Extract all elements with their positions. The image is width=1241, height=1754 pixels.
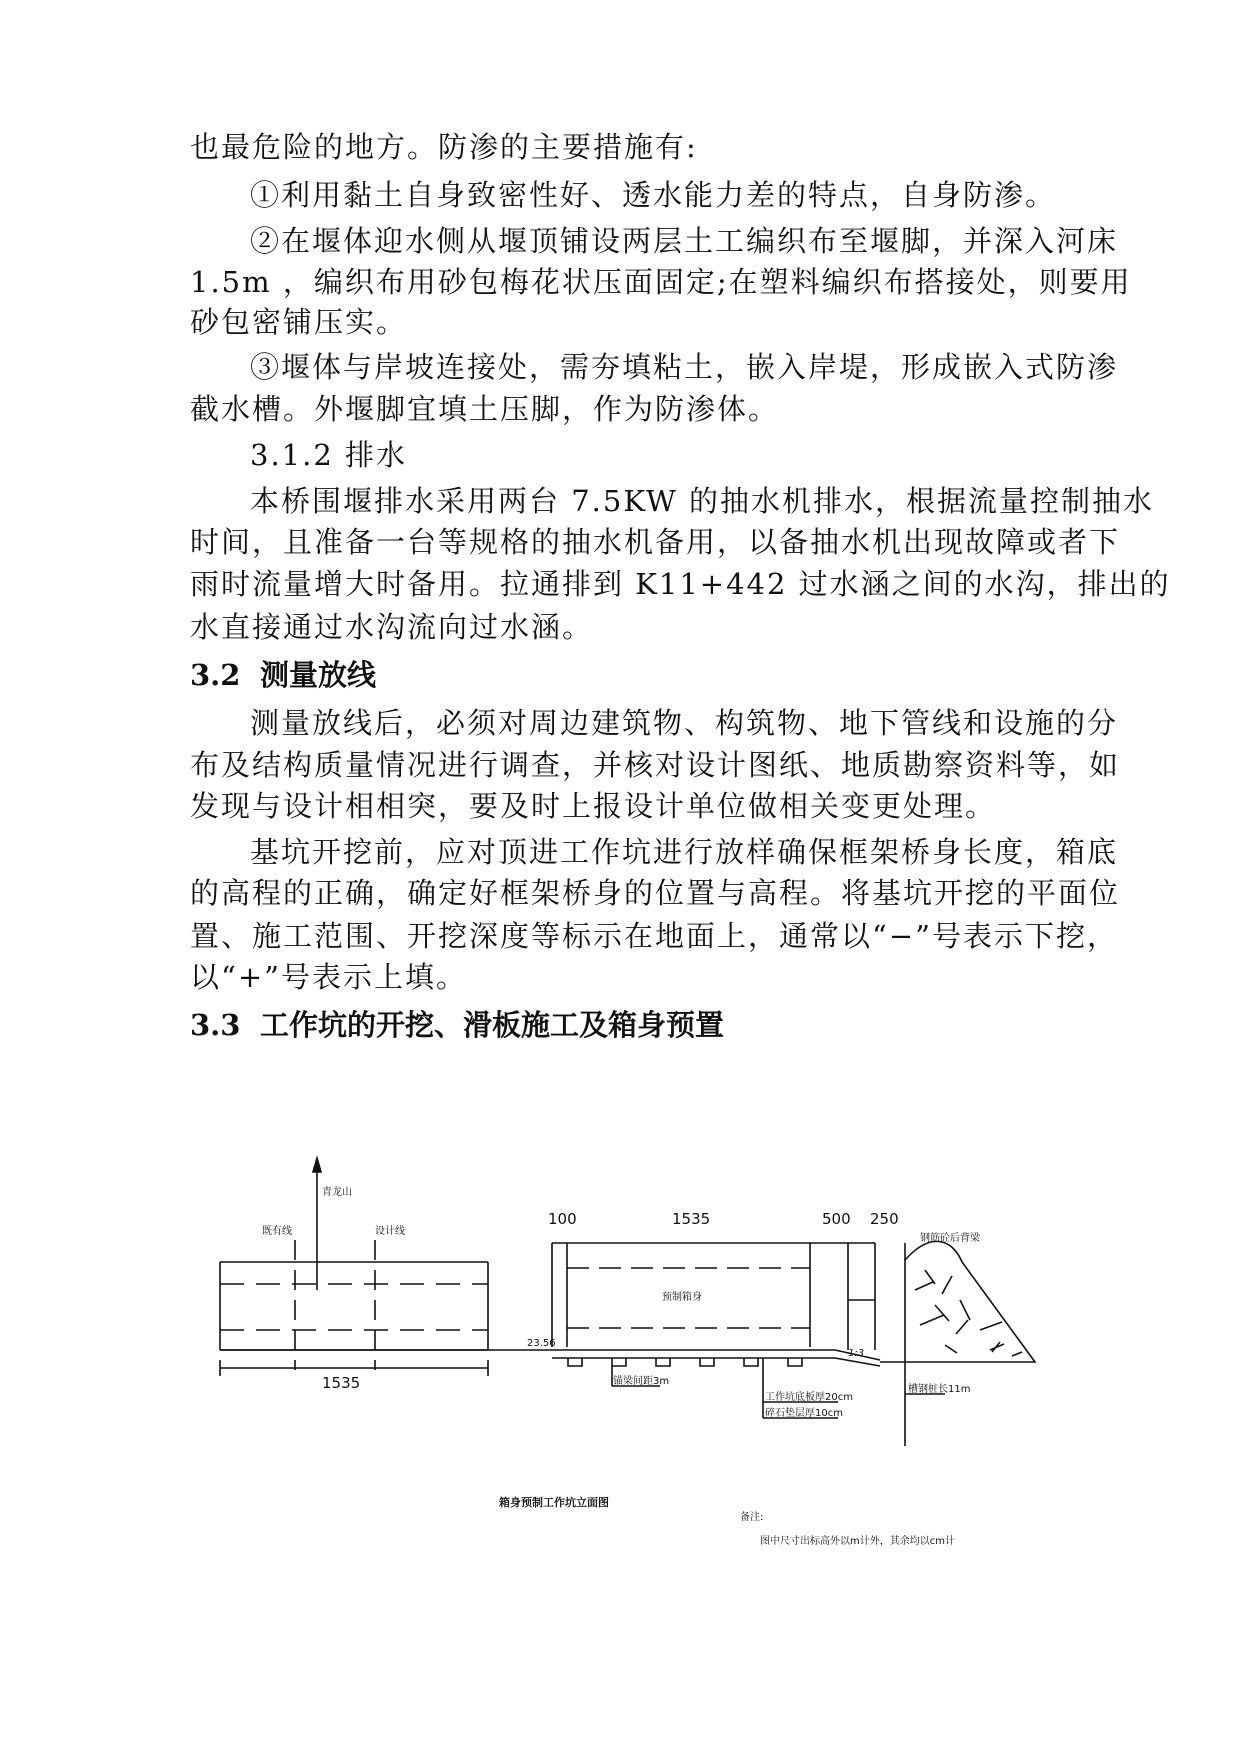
dim-100: 100: [548, 1210, 577, 1228]
paragraph-line: ①利用黏土自身致密性好、透水能力差的特点，自身防渗。: [250, 178, 1057, 212]
design-line-label: 设计线: [375, 1226, 405, 1237]
dim-1535: 1535: [672, 1210, 711, 1228]
paragraph-line: 测量放线后，必须对周边建筑物、构筑物、地下管线和设施的分: [250, 706, 1119, 740]
section-title: 工作坑的开挖、滑板施工及箱身预置: [260, 1008, 725, 1042]
anchor-spacing-label: 锚梁间距3m: [613, 1376, 670, 1387]
figure-caption: 箱身预制工作坑立面图: [499, 1496, 609, 1509]
box-body-label: 预制箱身: [662, 1292, 702, 1303]
paragraph-line: 置、施工范围、开挖深度等标示在地面上，通常以“−”号表示下挖，: [190, 919, 1118, 953]
paragraph-line: 发现与设计相相突，要及时上报设计单位做相关变更处理。: [190, 789, 997, 823]
paragraph-line: 以“+”号表示上填。: [190, 960, 467, 994]
north-arrow-icon: [313, 1158, 321, 1290]
paragraph-line: 也最危险的地方。防渗的主要措施有:: [190, 130, 698, 164]
paragraph-line: 时间，且准备一台等规格的抽水机备用，以备抽水机出现故障或者下: [190, 525, 1121, 559]
subsection-heading: 3.1.2 排水: [250, 438, 408, 472]
plan-view: [220, 1240, 488, 1376]
dim-250: 250: [870, 1210, 899, 1228]
retaining-wall: [905, 1241, 1035, 1446]
note-title: 备注:: [740, 1512, 764, 1523]
retaining-wall-label: 钢筋砼后背梁: [920, 1233, 980, 1244]
paragraph-line: 的高程的正确，确定好框架桥身的位置与高程。将基坑开挖的平面位: [190, 876, 1121, 910]
slab-thickness-label: 工作坑底板厚20cm: [765, 1392, 853, 1403]
paragraph-line: 水直接通过水沟流向过水涵。: [190, 610, 594, 644]
paragraph-line: 砂包密铺压实。: [190, 305, 408, 339]
elevation-label: 23.56: [527, 1338, 556, 1349]
paragraph-line: 布及结构质量情况进行调查，并核对设计图纸、地质勘察资料等，如: [190, 748, 1121, 782]
dim-500: 500: [822, 1210, 851, 1228]
paragraph-line: 基坑开挖前，应对顶进工作坑进行放样确保框架桥身长度，箱底: [250, 835, 1119, 869]
paragraph-line: 雨时流量增大时备用。拉通排到 K11+442 过水涵之间的水沟，排出的: [190, 567, 1171, 601]
gravel-label: 碎石垫层厚10cm: [765, 1408, 843, 1419]
paragraph-line: ③堰体与岸坡连接处，需夯填粘土，嵌入岸堤，形成嵌入式防渗: [250, 350, 1119, 384]
pile-length-label: 槽钢桩长11m: [908, 1384, 971, 1395]
north-label: 青龙山: [322, 1187, 352, 1198]
paragraph-line: 截水槽。外堰脚宜填土压脚，作为防渗体。: [190, 392, 780, 426]
section-title: 测量放线: [260, 658, 377, 692]
section-number: 3.2: [190, 658, 241, 692]
existing-line-label: 既有线: [262, 1226, 292, 1237]
section-number: 3.3: [190, 1008, 241, 1042]
slope-label: 1:3: [848, 1348, 865, 1359]
ground-and-slab: [220, 1350, 905, 1366]
paragraph-line: ②在堰体迎水侧从堰顶铺设两层土工编织布至堰脚，并深入河床: [250, 224, 1119, 258]
box-body-outline: [552, 1243, 875, 1350]
paragraph-line: 本桥围堰排水采用两台 7.5KW 的抽水机排水，根据流量控制抽水: [250, 484, 1154, 518]
note-text: 图中尺寸出标高外以m计外，其余均以cm计: [760, 1536, 955, 1547]
paragraph-line: 1.5m ，编织布用砂包梅花状压面固定;在塑料编织布搭接处，则要用: [190, 265, 1132, 299]
plan-width-label: 1535: [322, 1374, 361, 1392]
